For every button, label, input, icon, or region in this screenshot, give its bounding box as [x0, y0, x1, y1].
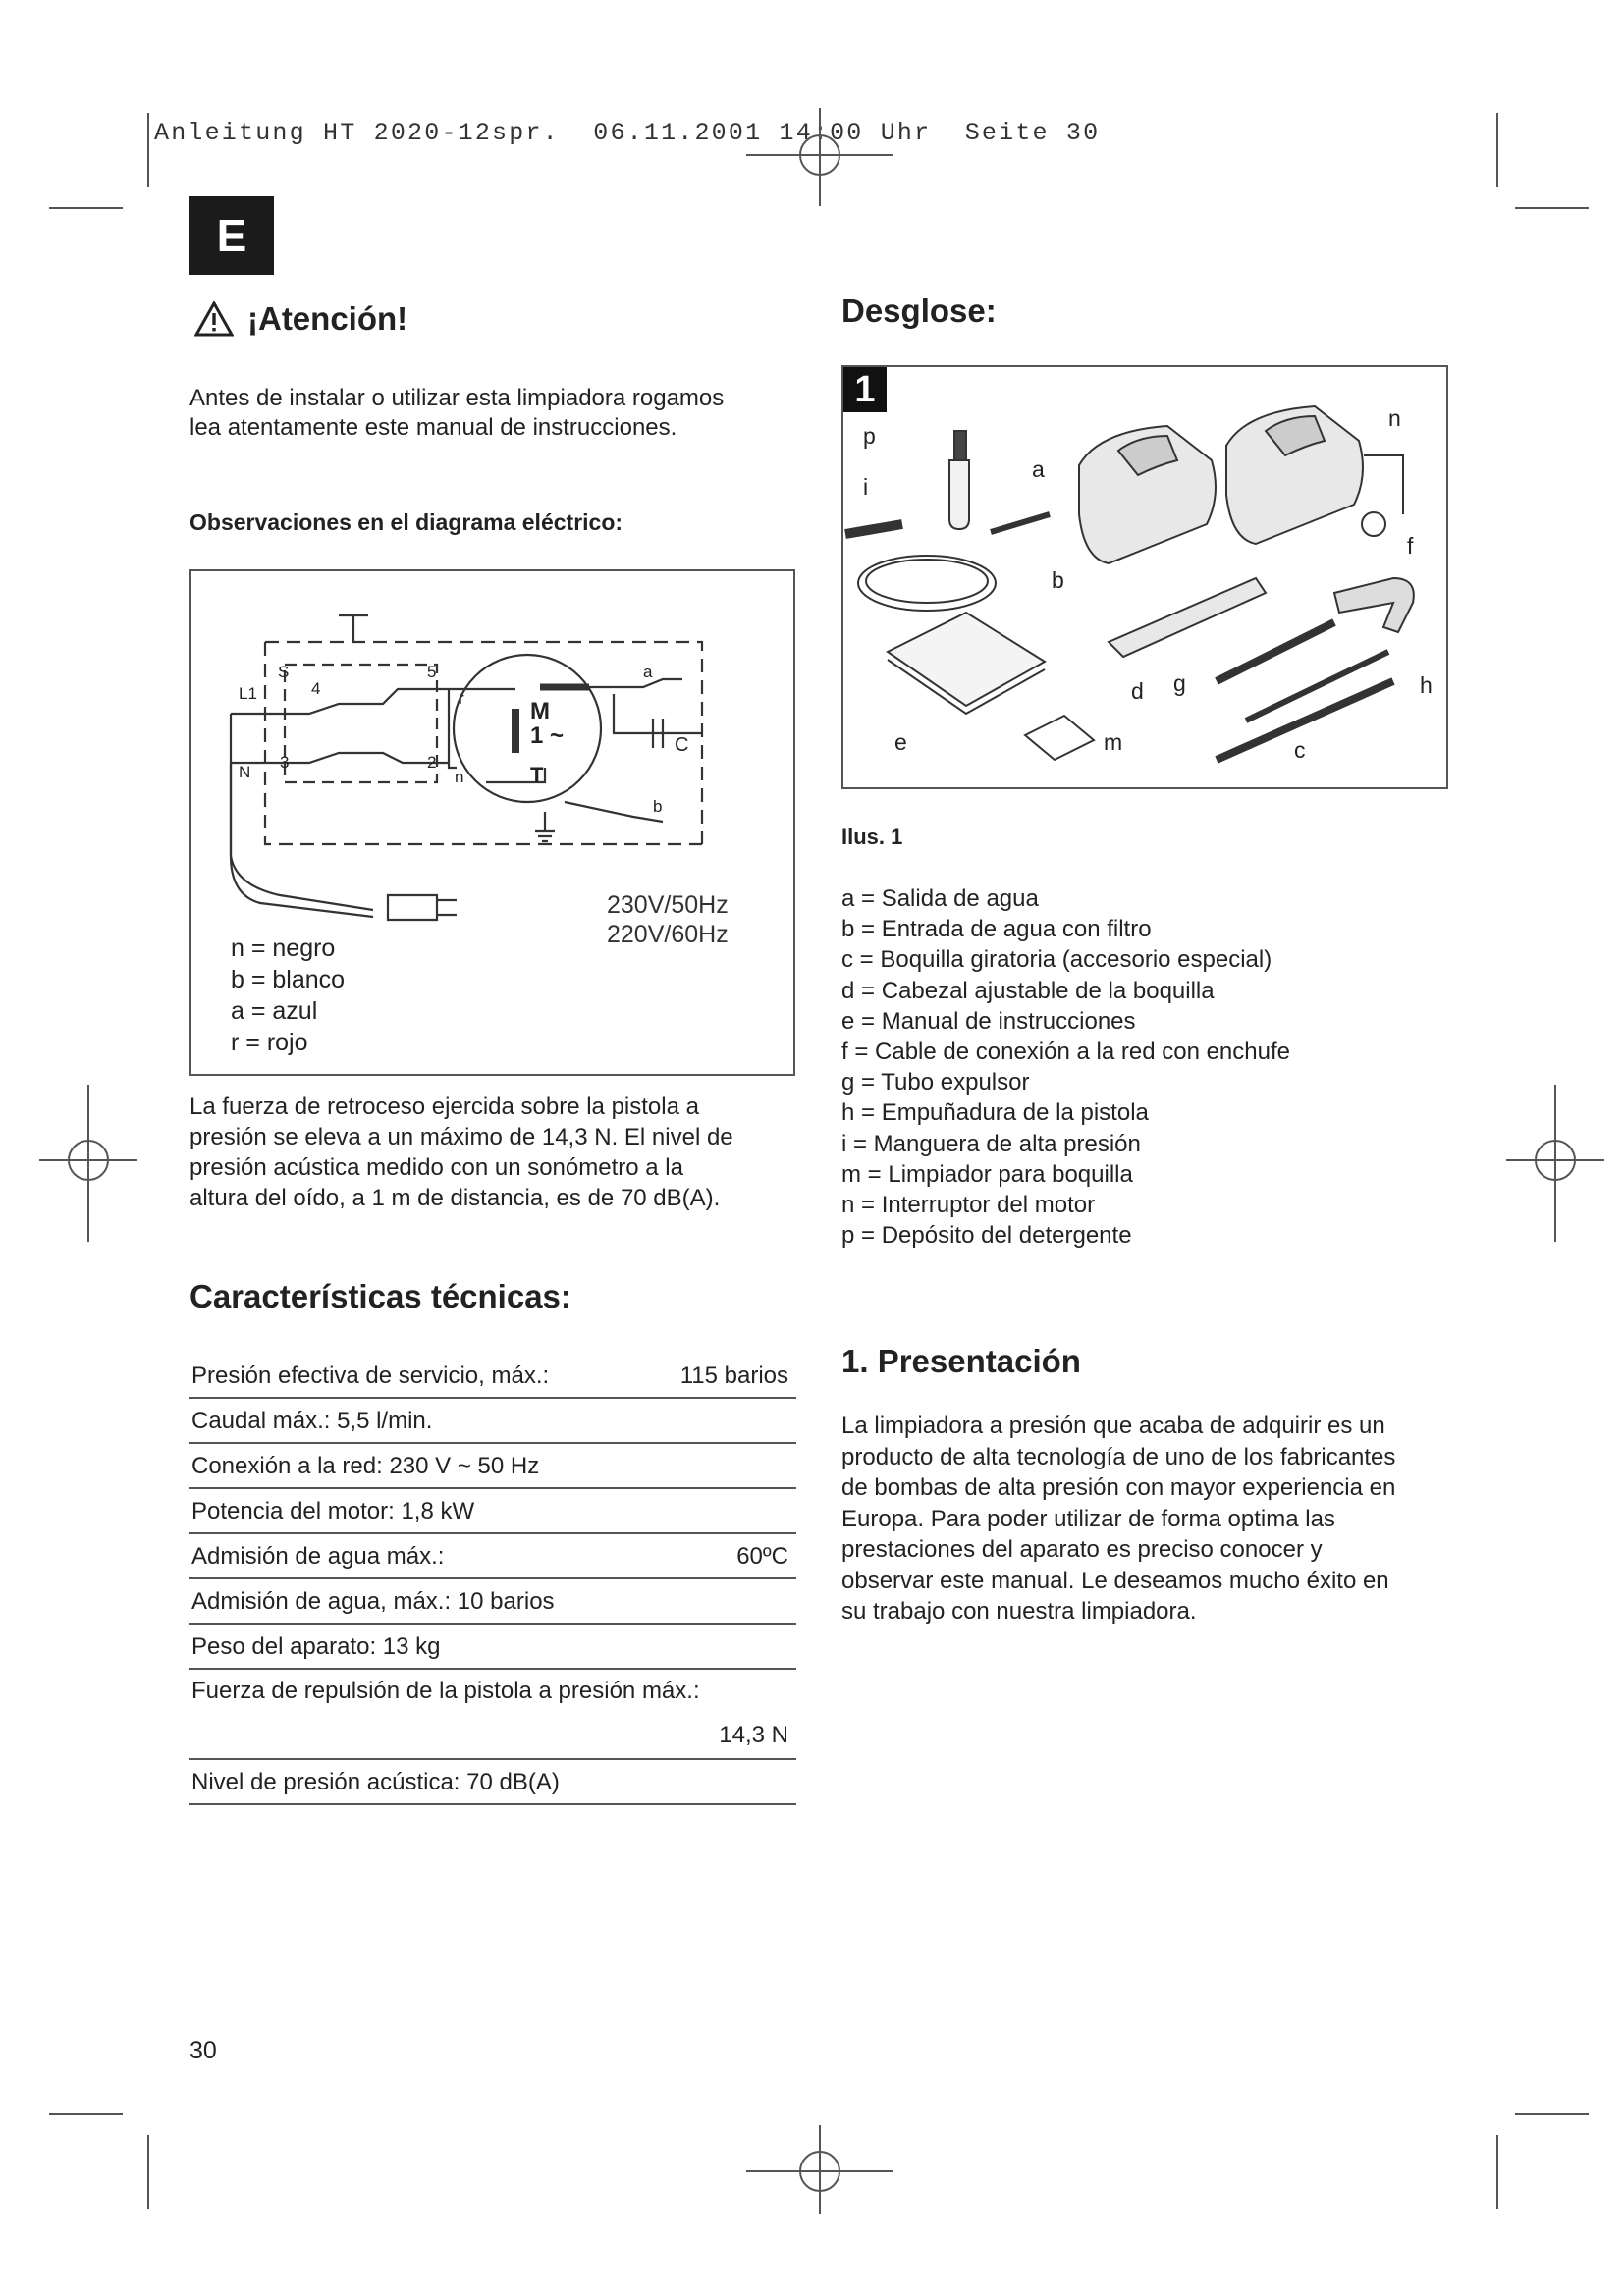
diagram-label: S [278, 663, 290, 681]
diagram-heading: Observaciones en el diagrama eléctrico: [189, 509, 623, 535]
parts-list-item: g = Tubo expulsor [841, 1069, 1030, 1096]
figure-label: a [1032, 456, 1045, 482]
figure-1-box [841, 365, 1448, 789]
spec-row [189, 1625, 796, 1670]
spec-label: Fuerza de repulsión de la pistola a presión máx.: [191, 1678, 700, 1704]
attention-line: lea atentamente este manual de instrucciones. [189, 414, 677, 441]
crop-mark [1496, 113, 1498, 187]
presentation-paragraph [841, 1411, 1395, 1628]
paragraph-line: su trabajo con nuestra limpiadora. [841, 1598, 1197, 1625]
diagram-label: L1 [239, 684, 257, 703]
figure-label: p [863, 423, 876, 449]
parts-list-item: m = Limpiador para boquilla [841, 1160, 1133, 1188]
diagram-label: N [239, 763, 251, 781]
figure-label: h [1420, 672, 1433, 698]
parts-list-item: c = Boquilla giratoria (accesorio especial) [841, 946, 1272, 974]
spec-row [189, 1489, 796, 1534]
registration-mark-left [39, 1085, 137, 1242]
wire-legend-item: a = azul [231, 997, 318, 1025]
spec-row [189, 1399, 796, 1444]
wire-color-legend [231, 933, 345, 1058]
parts-list-item: f = Cable de conexión a la red con enchufe [841, 1039, 1290, 1066]
paragraph-line: altura del oído, a 1 m de distancia, es de 70 dB(A). [189, 1185, 721, 1211]
diagram-label: 2 [427, 753, 437, 772]
figure-label: d [1131, 678, 1144, 704]
diagram-label: C [675, 734, 689, 756]
voltage-label: 230V/50Hz [607, 891, 729, 919]
print-header: Anleitung HT 2020-12spr. 06.11.2001 14:00 Uhr Seite 30 [154, 119, 1101, 147]
presentation-heading: 1. Presentación [841, 1343, 1081, 1379]
attention-title: ¡Atención! [247, 300, 408, 337]
spec-row [189, 1760, 796, 1805]
wire-legend-item: b = blanco [231, 966, 346, 993]
wire-legend-item: n = negro [231, 934, 336, 962]
paragraph-line: observar este manual. Le deseamos mucho éxito en [841, 1567, 1389, 1594]
figure-label: n [1388, 405, 1401, 431]
spec-label: Admisión de agua máx.: [191, 1543, 445, 1570]
page-number: 30 [189, 2037, 217, 2064]
figure-label: g [1173, 670, 1186, 696]
breakdown-heading: Desglose: [841, 293, 997, 329]
paragraph-line: Europa. Para poder utilizar de forma optima las [841, 1505, 1335, 1532]
spec-row [189, 1670, 796, 1760]
spec-row [189, 1345, 796, 1399]
parts-list-item: h = Empuñadura de la pistola [841, 1099, 1149, 1127]
diagram-label: 3 [280, 753, 290, 772]
spec-label: Admisión de agua, máx.: 10 barios [191, 1588, 555, 1615]
diagram-label: T [530, 763, 544, 787]
registration-mark-bottom [746, 2125, 893, 2214]
wiring-diagram-box [189, 569, 795, 1076]
spec-label: Nivel de presión acústica: 70 dB(A) [191, 1769, 560, 1795]
paragraph-line: presión se eleva a un máximo de 14,3 N. El nivel de [189, 1124, 733, 1150]
voltage-label: 220V/60Hz [607, 921, 729, 948]
figure-label: i [863, 474, 869, 500]
parts-list-item: a = Salida de agua [841, 885, 1039, 912]
figure-caption: Ilus. 1 [841, 825, 903, 849]
parts-list-item: d = Cabezal ajustable de la boquilla [841, 977, 1215, 1004]
specs-table [189, 1345, 796, 1805]
attention-heading [194, 300, 407, 338]
paragraph-line: de bombas de alta presión con mayor experiencia en [841, 1474, 1396, 1501]
crop-mark [1496, 2135, 1498, 2209]
crop-mark [147, 113, 149, 187]
spec-row [189, 1534, 796, 1579]
spec-label: Presión efectiva de servicio, máx.: [191, 1362, 550, 1389]
spec-value: 14,3 N [719, 1722, 788, 1748]
diagram-label: 1 ~ [530, 722, 565, 749]
specs-heading: Características técnicas: [189, 1278, 571, 1314]
diagram-label: a [643, 663, 653, 681]
spec-label: Potencia del motor: 1,8 kW [191, 1498, 475, 1524]
parts-list-item: e = Manual de instrucciones [841, 1007, 1136, 1035]
spec-label: Peso del aparato: 13 kg [191, 1633, 441, 1660]
warning-icon [194, 301, 234, 337]
crop-mark [49, 207, 123, 209]
diagram-label: r [459, 689, 464, 708]
spec-label: Caudal máx.: 5,5 l/min. [191, 1408, 433, 1434]
spec-value: 115 barios [679, 1362, 788, 1389]
spec-label: Conexión a la red: 230 V ~ 50 Hz [191, 1453, 540, 1479]
diagram-label: 4 [311, 679, 321, 698]
diagram-label: b [653, 797, 663, 816]
parts-list-item: n = Interruptor del motor [841, 1192, 1096, 1219]
parts-list [841, 883, 1290, 1251]
wire-legend-item: r = rojo [231, 1029, 308, 1056]
crop-mark [1515, 207, 1589, 209]
parts-list-item: p = Depósito del detergente [841, 1222, 1132, 1250]
attention-line: Antes de instalar o utilizar esta limpiadora rogamos [189, 385, 725, 411]
recoil-paragraph [189, 1092, 733, 1213]
spec-row [189, 1579, 796, 1625]
registration-mark-right [1506, 1085, 1604, 1242]
paragraph-line: La fuerza de retroceso ejercida sobre la pistola a [189, 1094, 699, 1120]
registration-mark-top [746, 108, 893, 206]
parts-list-item: b = Entrada de agua con filtro [841, 916, 1152, 943]
paragraph-line: prestaciones del aparato es preciso conocer y [841, 1536, 1323, 1563]
paragraph-line: producto de alta tecnología de uno de los fabricantes [841, 1443, 1396, 1470]
language-badge: E [189, 196, 274, 275]
crop-mark [1515, 2113, 1589, 2115]
crop-mark [147, 2135, 149, 2209]
figure-label: e [894, 729, 907, 755]
figure-number-badge: 1 [843, 367, 887, 412]
crop-mark [49, 2113, 123, 2115]
figure-label: c [1294, 737, 1306, 763]
attention-text [189, 384, 724, 443]
pressure-washer-illustration [843, 367, 1446, 787]
figure-label: m [1104, 729, 1123, 755]
spec-value: 60ºC [736, 1543, 788, 1570]
paragraph-line: presión acústica medido con un sonómetro a la [189, 1154, 683, 1181]
spec-row [189, 1444, 796, 1489]
parts-list-item: i = Manguera de alta presión [841, 1130, 1141, 1157]
diagram-label: 5 [427, 663, 437, 681]
diagram-label: M [530, 698, 550, 724]
diagram-label: n [455, 768, 464, 786]
paragraph-line: La limpiadora a presión que acaba de adquirir es un [841, 1413, 1385, 1439]
figure-label: b [1052, 567, 1064, 593]
figure-label: f [1407, 533, 1414, 559]
